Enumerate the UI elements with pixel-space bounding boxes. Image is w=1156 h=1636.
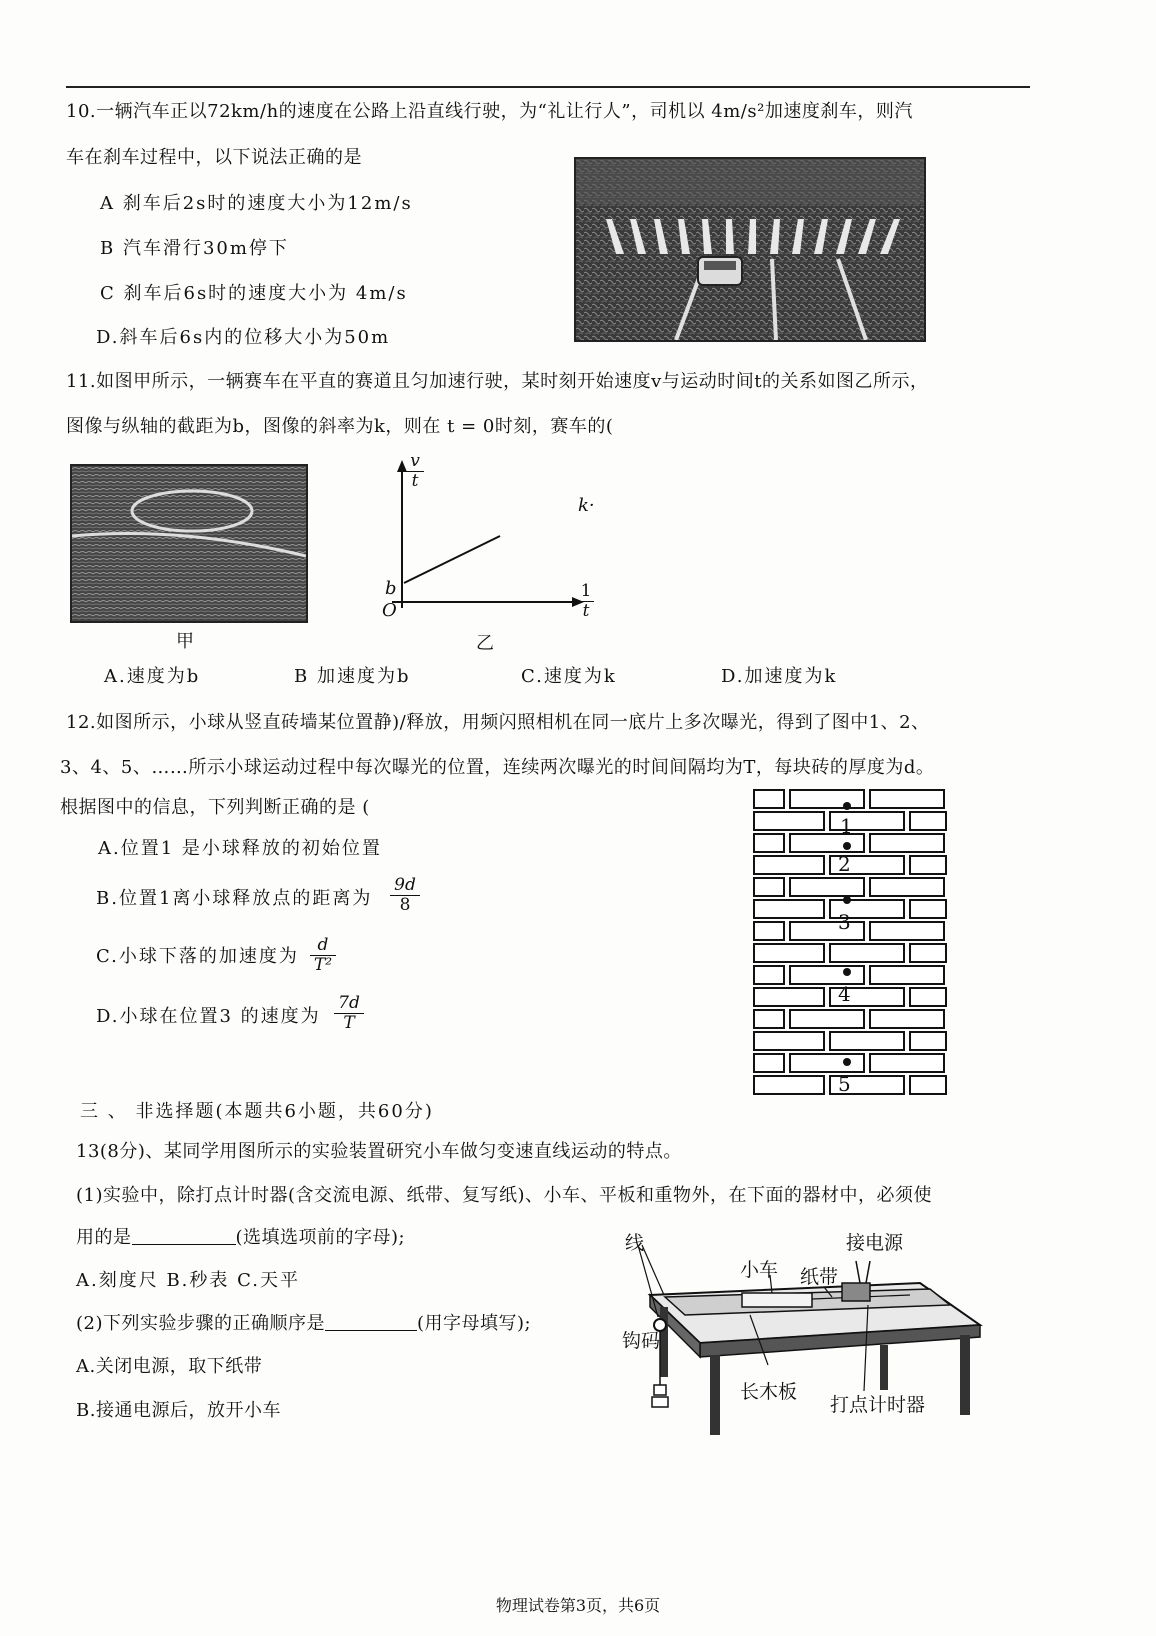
q12-d-den: T — [343, 1013, 355, 1033]
brick — [910, 812, 946, 830]
graph-line — [404, 536, 500, 583]
label-paper-tape: 纸带 — [800, 1266, 839, 1288]
brick — [790, 834, 864, 852]
q11-option-a: A.速度为b — [104, 666, 201, 687]
x-label-den: t — [582, 601, 590, 621]
q10-option-a: A 刹车后2s时的速度大小为12m/s — [100, 193, 413, 214]
q12-d-fraction — [334, 994, 364, 1033]
brick — [830, 1032, 904, 1050]
brick — [910, 856, 946, 874]
q10-line1: 10.一辆汽车正以72km/h的速度在公路上沿直线行驶，为“礼让行人”，司机以 4m/s²加速度刹车，则汽 — [66, 101, 913, 122]
brick — [910, 988, 946, 1006]
hook-weight — [652, 1397, 668, 1407]
label-timer: 打点计时器 — [830, 1394, 926, 1416]
q13-step-a: A.关闭电源，取下纸带 — [76, 1356, 263, 1377]
q12-b-num: 9d — [390, 876, 420, 896]
table-leg — [660, 1307, 668, 1377]
brick — [754, 900, 824, 918]
brick — [754, 812, 824, 830]
brick — [910, 900, 946, 918]
crosswalk-photo — [574, 157, 926, 342]
q10-option-d: D.斜车后6s内的位移大小为50m — [96, 327, 391, 348]
label-hook-weight: 钩码 — [622, 1330, 661, 1352]
brick — [870, 1010, 944, 1028]
brick — [754, 1054, 784, 1072]
q12-option-c: C.小球下落的加速度为 — [96, 946, 299, 967]
q11-line1: 11.如图甲所示，一辆赛车在平直的赛道且匀加速行驶，某时刻开始速度v与运动时间t的关系如图乙所示， — [66, 371, 929, 392]
q12-option-d: D.小球在位置3 的速度为 — [96, 1006, 321, 1027]
q12-option-b: B.位置1离小球释放点的距离为 — [96, 888, 373, 909]
q10-option-c: C 刹车后6s时的速度大小为 4m/s — [100, 283, 408, 304]
q12-line1: 12.如图所示，小球从竖直砖墙某位置静)/释放，用频闪照相机在同一底片上多次曝光，得到了图中1、2、 — [66, 712, 930, 733]
brick — [870, 1054, 944, 1072]
brick — [754, 944, 824, 962]
brick — [754, 966, 784, 984]
ball-position-dot — [843, 1058, 851, 1066]
ball-position-dot — [843, 842, 851, 850]
brick — [754, 1076, 824, 1094]
hook-weight — [654, 1385, 666, 1395]
timer — [842, 1283, 870, 1301]
q13-line1: 13(8分)、某同学用图所示的实验装置研究小车做匀变速直线运动的特点。 — [76, 1141, 682, 1162]
brick — [910, 1076, 946, 1094]
ball-position-dot — [843, 802, 851, 810]
q12-d-num: 7d — [334, 994, 364, 1014]
apparatus-figure — [620, 1225, 990, 1440]
q12-c-den: T² — [313, 955, 333, 975]
brick — [870, 834, 944, 852]
q12-line2: 3、4、5、……所示小球运动过程中每次曝光的位置，连续两次曝光的时间间隔均为T，每块砖的厚度为d。 — [60, 757, 935, 778]
q12-b-den: 8 — [399, 895, 411, 915]
brick — [870, 922, 944, 940]
q11-option-c: C.速度为k — [521, 666, 617, 687]
y-label-num: v — [406, 452, 424, 472]
race-car-photo — [70, 464, 308, 623]
brick — [754, 834, 784, 852]
q13-line3-prefix: 用的是 — [76, 1227, 132, 1248]
table-leg — [880, 1345, 888, 1390]
brick — [790, 1010, 864, 1028]
brick — [754, 922, 784, 940]
brick — [754, 1032, 824, 1050]
origin-label: O — [382, 600, 397, 621]
page-footer: 物理试卷第3页，共6页 — [495, 1596, 661, 1615]
section3-heading: 三 、 非选择题(本题共6小题，共60分) — [80, 1101, 434, 1122]
q12-c-num: d — [310, 936, 336, 956]
brick — [870, 790, 944, 808]
brick — [870, 878, 944, 896]
q10-option-b: B 汽车滑行30m停下 — [100, 238, 289, 259]
figure-jia-caption: 甲 — [176, 631, 194, 652]
table-leg — [710, 1355, 720, 1435]
label-power-supply: 接电源 — [846, 1232, 904, 1254]
brick — [790, 966, 864, 984]
brick — [830, 944, 904, 962]
q11-option-b: B 加速度为b — [294, 666, 411, 687]
y-axis-label — [406, 452, 424, 491]
q12-c-fraction — [310, 936, 336, 975]
q12-b-fraction — [390, 876, 420, 915]
ball-position-dot — [843, 968, 851, 976]
brick — [754, 988, 824, 1006]
label-long-board: 长木板 — [740, 1381, 798, 1403]
brick — [790, 790, 864, 808]
brick — [754, 1010, 784, 1028]
intercept-label: b — [385, 578, 397, 599]
ball-label-5: 5 — [838, 1072, 851, 1096]
answer-blank-1[interactable] — [132, 1228, 236, 1245]
brick — [790, 922, 864, 940]
brick — [754, 790, 784, 808]
q13-line5 — [76, 1313, 531, 1335]
brick — [870, 966, 944, 984]
ball-label-2: 2 — [838, 852, 851, 876]
brick — [790, 1054, 864, 1072]
q13-line5-suffix: (用字母填写); — [417, 1313, 532, 1334]
q13-line3-suffix: (选填选项前的字母); — [235, 1227, 406, 1248]
brick — [910, 944, 946, 962]
q10-line2: 车在刹车过程中，以下说法正确的是 — [66, 147, 362, 168]
q11-line2: 图像与纵轴的截距为b，图像的斜率为k，则在 t = 0时刻，赛车的( — [66, 416, 614, 437]
brick — [790, 878, 864, 896]
x-label-num: 1 — [578, 582, 594, 602]
ball-label-1: 1 — [840, 814, 853, 838]
ball-position-dot — [843, 896, 851, 904]
top-rule — [66, 86, 1030, 88]
q13-line5-prefix: (2)下列实验步骤的正确顺序是 — [76, 1313, 325, 1334]
q12-line3: 根据图中的信息，下列判断正确的是 ( — [60, 797, 370, 818]
table-leg — [960, 1335, 970, 1415]
label-cart: 小车 — [740, 1259, 779, 1281]
cart — [742, 1293, 812, 1307]
q13-equipment-options: A.刻度尺 B.秒表 C.天平 — [76, 1270, 300, 1291]
y-label-den: t — [411, 471, 419, 491]
q12-option-a: A.位置1 是小球释放的初始位置 — [98, 838, 382, 859]
ball-label-4: 4 — [838, 982, 851, 1006]
q13-step-b: B.接通电源后，放开小车 — [76, 1400, 281, 1421]
answer-blank-2[interactable] — [325, 1314, 417, 1331]
brick — [910, 1032, 946, 1050]
q13-line3 — [76, 1227, 405, 1249]
brick — [754, 856, 824, 874]
ball-label-3: 3 — [838, 910, 851, 934]
k-mark: k· — [578, 495, 595, 516]
q13-line2: (1)实验中，除打点计时器(含交流电源、纸带、复写纸)、小车、平板和重物外，在下面的器材中，必须使 — [76, 1185, 933, 1206]
figure-yi-caption: 乙 — [476, 633, 494, 654]
label-string: 线 — [625, 1232, 645, 1254]
q11-option-d: D.加速度为k — [721, 666, 838, 687]
brick — [754, 878, 784, 896]
x-axis-label — [578, 582, 594, 621]
